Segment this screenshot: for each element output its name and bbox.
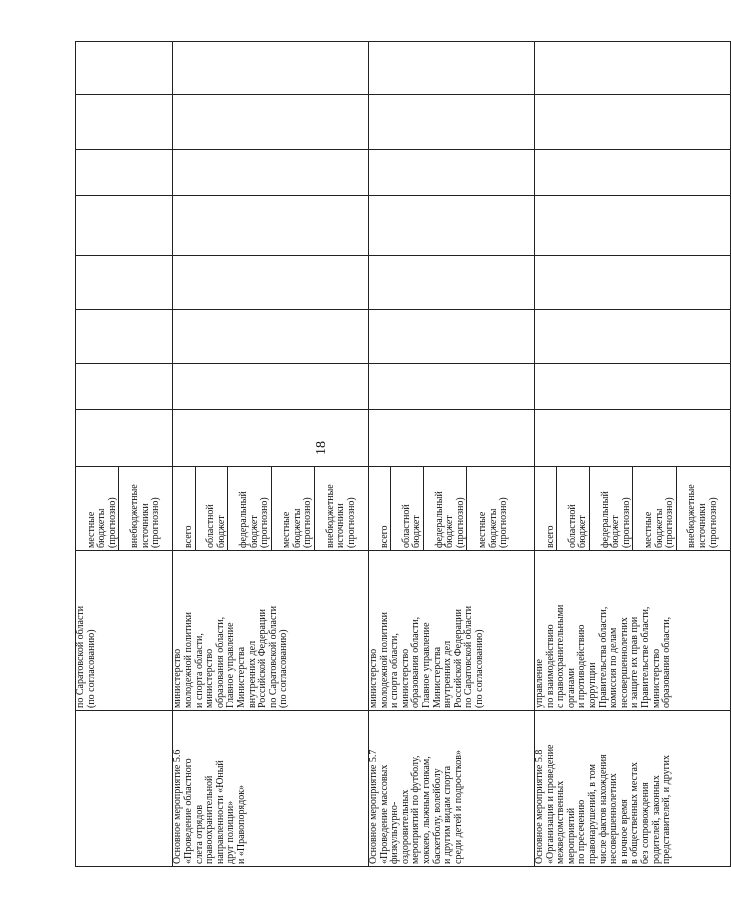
executor-cell: министерство молодежной политики и спорта области, министерство образования области, Главное управление Министерства внутренних дел Российской Федерации по Саратовской области (по согласованию) [369,551,535,711]
value-cell [173,310,369,364]
funding-source: внебюджетные источники (прогнозно) [128,484,162,548]
value-cell [535,42,731,95]
funding-source: всего [184,467,196,550]
funding-source: местные бюджеты (прогнозно) [476,497,510,548]
value-cell [173,364,369,410]
table-row [369,42,535,867]
value-cell [76,95,173,150]
table-row [535,42,731,867]
value-cell [535,410,731,467]
funding-source: федеральный бюджет (прогнозно) [435,467,468,550]
value-cell [76,256,173,310]
funding-source-cell [173,467,369,551]
executor-cell: министерство молодежной политики и спорта области, министерство образования области, Главное управление Министерства внутренних дел Российской Федерации по Саратовской области (по согласованию) [173,551,369,711]
value-cell [76,150,173,196]
funding-source: всего [380,467,392,550]
table-row [173,42,369,867]
funding-source-cell [369,467,535,551]
value-cell [76,410,173,467]
funding-source: местные бюджеты (прогнозно) [282,467,315,550]
value-cell [535,95,731,150]
value-cell [369,310,535,364]
funding-source-cell [76,467,173,551]
value-cell [535,150,731,196]
funding-source: областной бюджет [568,467,590,550]
value-cell [369,196,535,256]
value-cell [76,42,173,95]
value-cell [173,256,369,310]
funding-source: местные бюджеты (прогнозно) [644,467,677,550]
value-cell [535,196,731,256]
executor-cell: управление по взаимодействию с правоохранительными органами и противодействию коррупции Правительства области, комиссия по делам несовершеннолетних и защите их прав при Правительстве области, министерство образования области, [535,551,731,711]
table-row [76,42,173,867]
funding-source: всего [546,467,558,550]
funding-source-cell [535,467,731,551]
value-cell [369,42,535,95]
value-cell [76,310,173,364]
funding-source: областной бюджет [402,467,424,550]
value-cell [173,42,369,95]
event-cell: Основное мероприятие 5.8 «Организация и проведение межведомственных мероприятий по пресечению правонарушений, в том числе фактов нахождения несовершеннолетних в ночное время в общественных местах без сопровождения родителей, законных представителей, и других [535,711,731,867]
value-cell [173,196,369,256]
event-cell: Основное мероприятие 5.7 «Проведение массовых физкультурно- оздоровительных мероприятий по футболу, хоккею, лыжным гонкам, баскетболу, волейболу и другим видам спорта среди детей и подростков» [369,711,535,867]
value-cell [535,364,731,410]
funding-source: внебюджетные источники (прогнозно) [324,484,357,548]
value-cell [173,150,369,196]
value-cell [369,150,535,196]
value-cell [369,95,535,150]
page-number: 18 [314,441,329,455]
value-cell [76,196,173,256]
program-activities-table [75,41,731,867]
funding-source: местные бюджеты (прогнозно) [87,467,120,550]
value-cell [173,410,369,467]
value-cell [535,256,731,310]
value-cell [369,410,535,467]
funding-source: федеральный бюджет (прогнозно) [601,467,634,550]
event-cell [76,711,173,867]
value-cell [76,364,173,410]
executor-cell: по Саратовской области (по согласованию) [76,551,173,711]
event-cell: Основное мероприятие 5.6 «Проведение областного слета отрядов правоохранительной направленности «Юный друг полиции» и «Правопорядок» [173,711,369,867]
value-cell [535,310,731,364]
funding-source: областной бюджет [206,467,228,550]
funding-source: внебюджетные источники (прогнозно) [686,484,719,548]
value-cell [173,95,369,150]
funding-source: федеральный бюджет (прогнозно) [239,467,272,550]
value-cell [369,256,535,310]
value-cell [369,364,535,410]
